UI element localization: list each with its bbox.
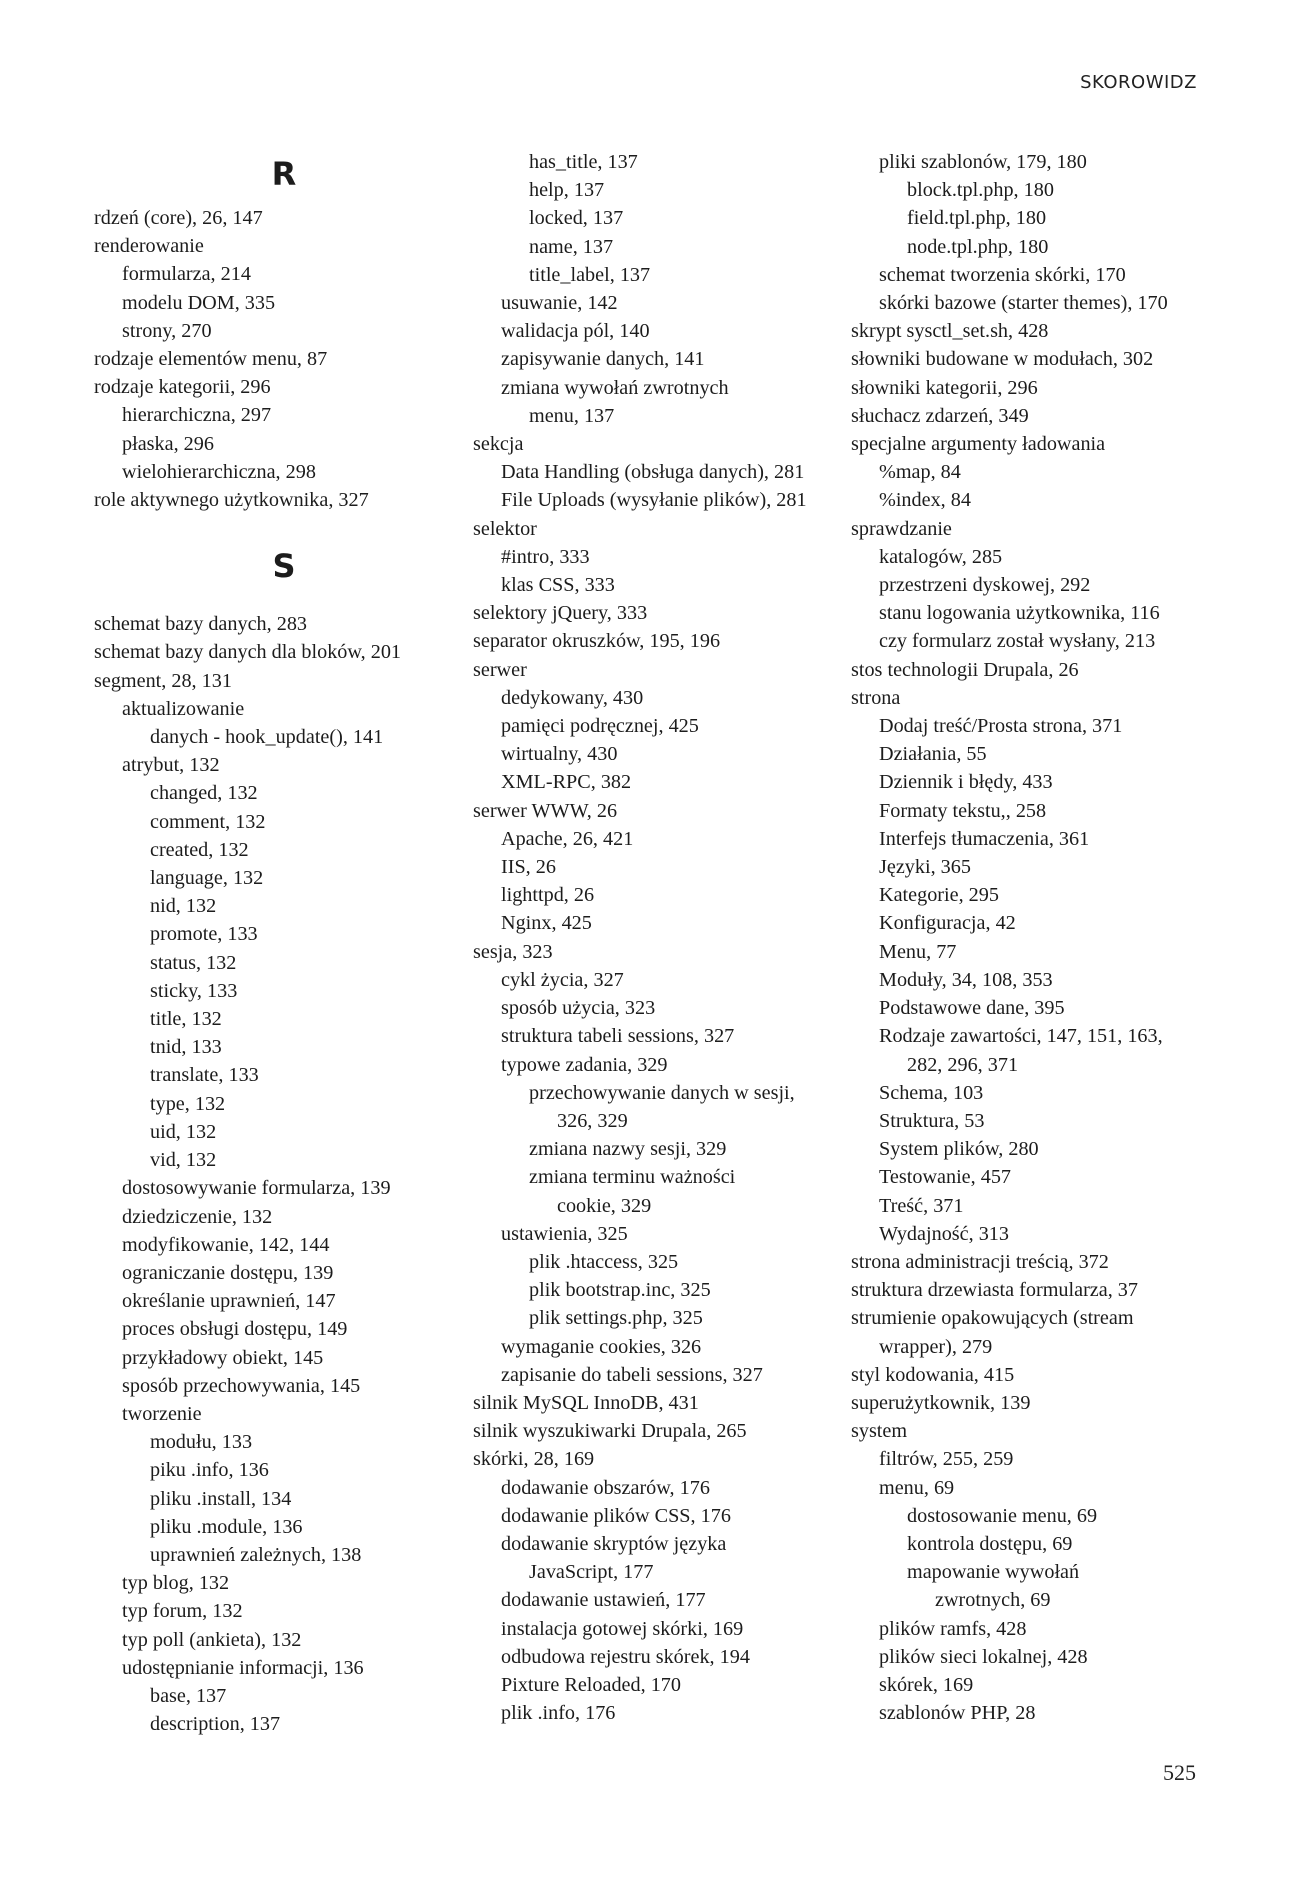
index-entry: role aktywnego użytkownika, 327 [94,489,369,512]
index-entry: usuwanie, 142 [501,292,618,315]
index-entry: dodawanie ustawień, 177 [501,1589,706,1612]
index-entry: ustawienia, 325 [501,1222,628,1245]
index-entry: wrapper), 279 [879,1335,993,1358]
index-entry: selektor [473,517,537,540]
index-column-3 [851,148,1231,1727]
index-entry: selektory jQuery, 333 [473,602,648,625]
index-entry: segment, 28, 131 [94,669,232,692]
index-entry: wymaganie cookies, 326 [501,1335,702,1358]
index-entry: Dziennik i błędy, 433 [879,771,1053,794]
index-entry: Treść, 371 [879,1194,964,1217]
index-entry: locked, 137 [529,207,624,230]
running-header: SKOROWIDZ [1080,72,1197,93]
index-entry: plików sieci lokalnej, 428 [879,1645,1088,1668]
index-entry: przestrzeni dyskowej, 292 [879,574,1091,597]
index-entry: skórki, 28, 169 [473,1448,595,1471]
index-entry: tnid, 133 [150,1036,222,1059]
index-entry: has_title, 137 [529,151,638,173]
index-entry: sposób użycia, 323 [501,997,656,1020]
index-entry: schemat bazy danych, 283 [94,613,308,636]
index-entry: created, 132 [150,838,249,861]
index-entry: 326, 329 [557,1109,628,1132]
index-entry: specjalne argumenty ładowania [851,433,1106,456]
index-entry: node.tpl.php, 180 [907,235,1049,258]
index-entry: zmiana wywołań zwrotnych [501,376,729,399]
index-entry: File Uploads (wysyłanie plików), 281 [501,489,807,512]
index-column-1 [94,148,474,1738]
index-entry: wielohierarchiczna, 298 [122,460,316,483]
index-entry: pliku .module, 136 [150,1515,303,1538]
index-entry: %index, 84 [879,489,971,512]
index-entry: typ forum, 132 [122,1600,243,1623]
index-entry: skórek, 169 [879,1673,974,1696]
index-entry: sposób przechowywania, 145 [122,1374,361,1397]
index-entry: sprawdzanie [851,517,952,540]
index-entry: plik settings.php, 325 [529,1307,703,1330]
index-entry: czy formularz został wysłany, 213 [879,630,1156,653]
index-entry: Interfejs tłumaczenia, 361 [879,827,1090,850]
index-entry: proces obsługi dostępu, 149 [122,1318,348,1341]
index-entry: katalogów, 285 [879,545,1003,568]
index-entry: stanu logowania użytkownika, 116 [879,602,1160,625]
section-letter: R [271,155,297,193]
index-entry: help, 137 [529,179,605,202]
index-entry: skrypt sysctl_set.sh, 428 [851,320,1049,343]
index-entry: promote, 133 [150,923,258,946]
index-entry: dostosowanie menu, 69 [907,1504,1098,1527]
index-entry: sesja, 323 [473,940,553,963]
index-entry: instalacja gotowej skórki, 169 [501,1617,744,1640]
index-entry: styl kodowania, 415 [851,1363,1015,1386]
index-entry: menu, 137 [529,404,615,427]
index-entry: renderowanie [94,235,204,258]
index-entry: formularza, 214 [122,263,251,286]
index-entry: zwrotnych, 69 [935,1589,1051,1612]
index-entry: IIS, 26 [501,856,556,879]
index-entry: field.tpl.php, 180 [907,207,1047,230]
index-entry: Działania, 55 [879,743,987,766]
index-entry: silnik wyszukiwarki Drupala, 265 [473,1420,747,1443]
index-entry: sekcja [473,433,524,456]
index-entry: modułu, 133 [150,1431,253,1454]
index-entry: płaska, 296 [122,432,214,455]
index-entry: vid, 132 [150,1149,217,1172]
index-entry: słowniki budowane w modułach, 302 [851,348,1154,371]
index-entry: stos technologii Drupala, 26 [851,658,1079,681]
index-entry: słowniki kategorii, 296 [851,376,1038,399]
index-entry: słuchacz zdarzeń, 349 [851,404,1029,427]
index-entry: Rodzaje zawartości, 147, 151, 163, [879,1025,1163,1048]
index-entry: title_label, 137 [529,263,651,286]
index-entry: mapowanie wywołań [907,1561,1080,1584]
index-entry: pliki szablonów, 179, 180 [879,151,1087,173]
index-entry: uprawnień zależnych, 138 [150,1543,362,1566]
index-entry: typ poll (ankieta), 132 [122,1628,302,1651]
index-entry: Pixture Reloaded, 170 [501,1673,681,1696]
index-entry: language, 132 [150,867,264,890]
index-entry: Schema, 103 [879,1081,984,1104]
index-entry: 282, 296, 371 [907,1053,1019,1076]
index-entry: rodzaje elementów menu, 87 [94,348,328,371]
index-entry: dodawanie skryptów języka [501,1532,727,1555]
index-entry: sticky, 133 [150,979,238,1002]
index-entry: separator okruszków, 195, 196 [473,630,721,653]
index-entry: Formaty tekstu,, 258 [879,799,1047,822]
index-entry: schemat bazy danych dla bloków, 201 [94,641,402,664]
index-entry: dodawanie obszarów, 176 [501,1476,710,1499]
index-entry: Dodaj treść/Prosta strona, 371 [879,715,1123,738]
index-entry: struktura drzewiasta formularza, 37 [851,1279,1138,1302]
index-entry: walidacja pól, 140 [501,320,650,343]
index-entry: dedykowany, 430 [501,686,644,709]
index-entry: comment, 132 [150,810,266,833]
index-entry: zmiana nazwy sesji, 329 [529,1138,727,1161]
index-entry: zmiana terminu ważności [529,1166,736,1189]
index-entry: Konfiguracja, 42 [879,912,1016,935]
index-entry: strumienie opakowujących (stream [851,1307,1134,1330]
index-entry: nid, 132 [150,895,217,918]
index-entry: dostosowywanie formularza, 139 [122,1177,391,1200]
index-entry: wirtualny, 430 [501,743,618,766]
index-entry: strona administracji treścią, 372 [851,1250,1109,1273]
index-entry: skórki bazowe (starter themes), 170 [879,292,1168,315]
index-entry: base, 137 [150,1684,227,1707]
section-letter: S [272,547,296,586]
index-entry: XML-RPC, 382 [501,771,632,794]
index-entry: status, 132 [150,951,237,974]
index-entry: JavaScript, 177 [529,1561,654,1584]
index-entry: changed, 132 [150,782,258,805]
index-column-2 [473,148,853,1727]
index-entry: struktura tabeli sessions, 327 [501,1025,735,1048]
index-entry: serwer WWW, 26 [473,799,618,822]
index-entry: Moduły, 34, 108, 353 [879,968,1053,991]
index-entry: przykładowy obiekt, 145 [122,1346,324,1369]
index-entry: plik .htaccess, 325 [529,1250,679,1273]
index-entry: title, 132 [150,1008,222,1031]
index-entry: piku .info, 136 [150,1459,269,1482]
index-entry: block.tpl.php, 180 [907,179,1054,202]
index-entry: tworzenie [122,1402,202,1425]
index-entry: rodzaje kategorii, 296 [94,376,271,399]
index-entry: zapisywanie danych, 141 [501,348,705,371]
index-entry: przechowywanie danych w sesji, [529,1081,795,1104]
index-entry: menu, 69 [879,1476,955,1499]
index-entry: klas CSS, 333 [501,574,615,597]
index-entry: Data Handling (obsługa danych), 281 [501,461,805,484]
index-entry: cookie, 329 [557,1194,652,1217]
index-entry: określanie uprawnień, 147 [122,1290,336,1313]
index-entry: typ blog, 132 [122,1572,230,1595]
index-entry: odbudowa rejestru skórek, 194 [501,1645,750,1668]
index-entry: Podstawowe dane, 395 [879,997,1065,1020]
index-entry: Struktura, 53 [879,1109,985,1132]
index-entry: translate, 133 [150,1064,259,1087]
index-entry: plik bootstrap.inc, 325 [529,1279,711,1302]
index-entry: type, 132 [150,1092,226,1115]
index-entry: %map, 84 [879,461,961,484]
index-entry: danych - hook_update(), 141 [150,726,384,749]
index-entry: pliku .install, 134 [150,1487,292,1510]
index-entry: Wydajność, 313 [879,1222,1009,1245]
index-entry: kontrola dostępu, 69 [907,1532,1073,1555]
index-entry: dziedziczenie, 132 [122,1205,273,1228]
index-entry: silnik MySQL InnoDB, 431 [473,1391,699,1414]
index-entry: superużytkownik, 139 [851,1391,1031,1414]
index-entry: Testowanie, 457 [879,1166,1012,1189]
index-entry: typowe zadania, 329 [501,1053,668,1076]
index-entry: description, 137 [150,1713,281,1736]
index-entry: strony, 270 [122,319,212,342]
index-entry: schemat tworzenia skórki, 170 [879,263,1126,286]
index-entry: szablonów PHP, 28 [879,1702,1036,1725]
index-entry: zapisanie do tabeli sessions, 327 [501,1363,763,1386]
index-entry: rdzeń (core), 26, 147 [94,207,263,229]
index-entry: #intro, 333 [501,545,590,568]
index-entry: cykl życia, 327 [501,968,624,991]
index-entry: System plików, 280 [879,1138,1039,1161]
index-entry: Apache, 26, 421 [501,827,634,850]
index-entry: Języki, 365 [879,856,971,879]
index-entry: strona [851,686,901,709]
index-entry: ograniczanie dostępu, 139 [122,1261,334,1284]
index-entry: Kategorie, 295 [879,884,999,907]
index-entry: system [851,1420,908,1443]
index-entry: pamięci podręcznej, 425 [501,715,699,738]
index-entry: udostępnianie informacji, 136 [122,1656,364,1679]
index-entry: atrybut, 132 [122,754,220,777]
index-entry: dodawanie plików CSS, 176 [501,1504,731,1527]
index-entry: modelu DOM, 335 [122,291,276,314]
index-entry: uid, 132 [150,1120,217,1143]
index-entry: Nginx, 425 [501,912,592,935]
index-entry: aktualizowanie [122,697,245,720]
index-entry: plików ramfs, 428 [879,1617,1027,1640]
index-entry: Menu, 77 [879,940,957,963]
index-entry: plik .info, 176 [501,1702,616,1725]
index-entry: filtrów, 255, 259 [879,1448,1014,1471]
index-entry: modyfikowanie, 142, 144 [122,1233,330,1256]
index-entry: hierarchiczna, 297 [122,404,272,427]
index-entry: lighttpd, 26 [501,884,595,907]
index-entry: serwer [473,658,527,681]
page-number: 525 [1163,1760,1196,1785]
index-entry: name, 137 [529,235,614,258]
